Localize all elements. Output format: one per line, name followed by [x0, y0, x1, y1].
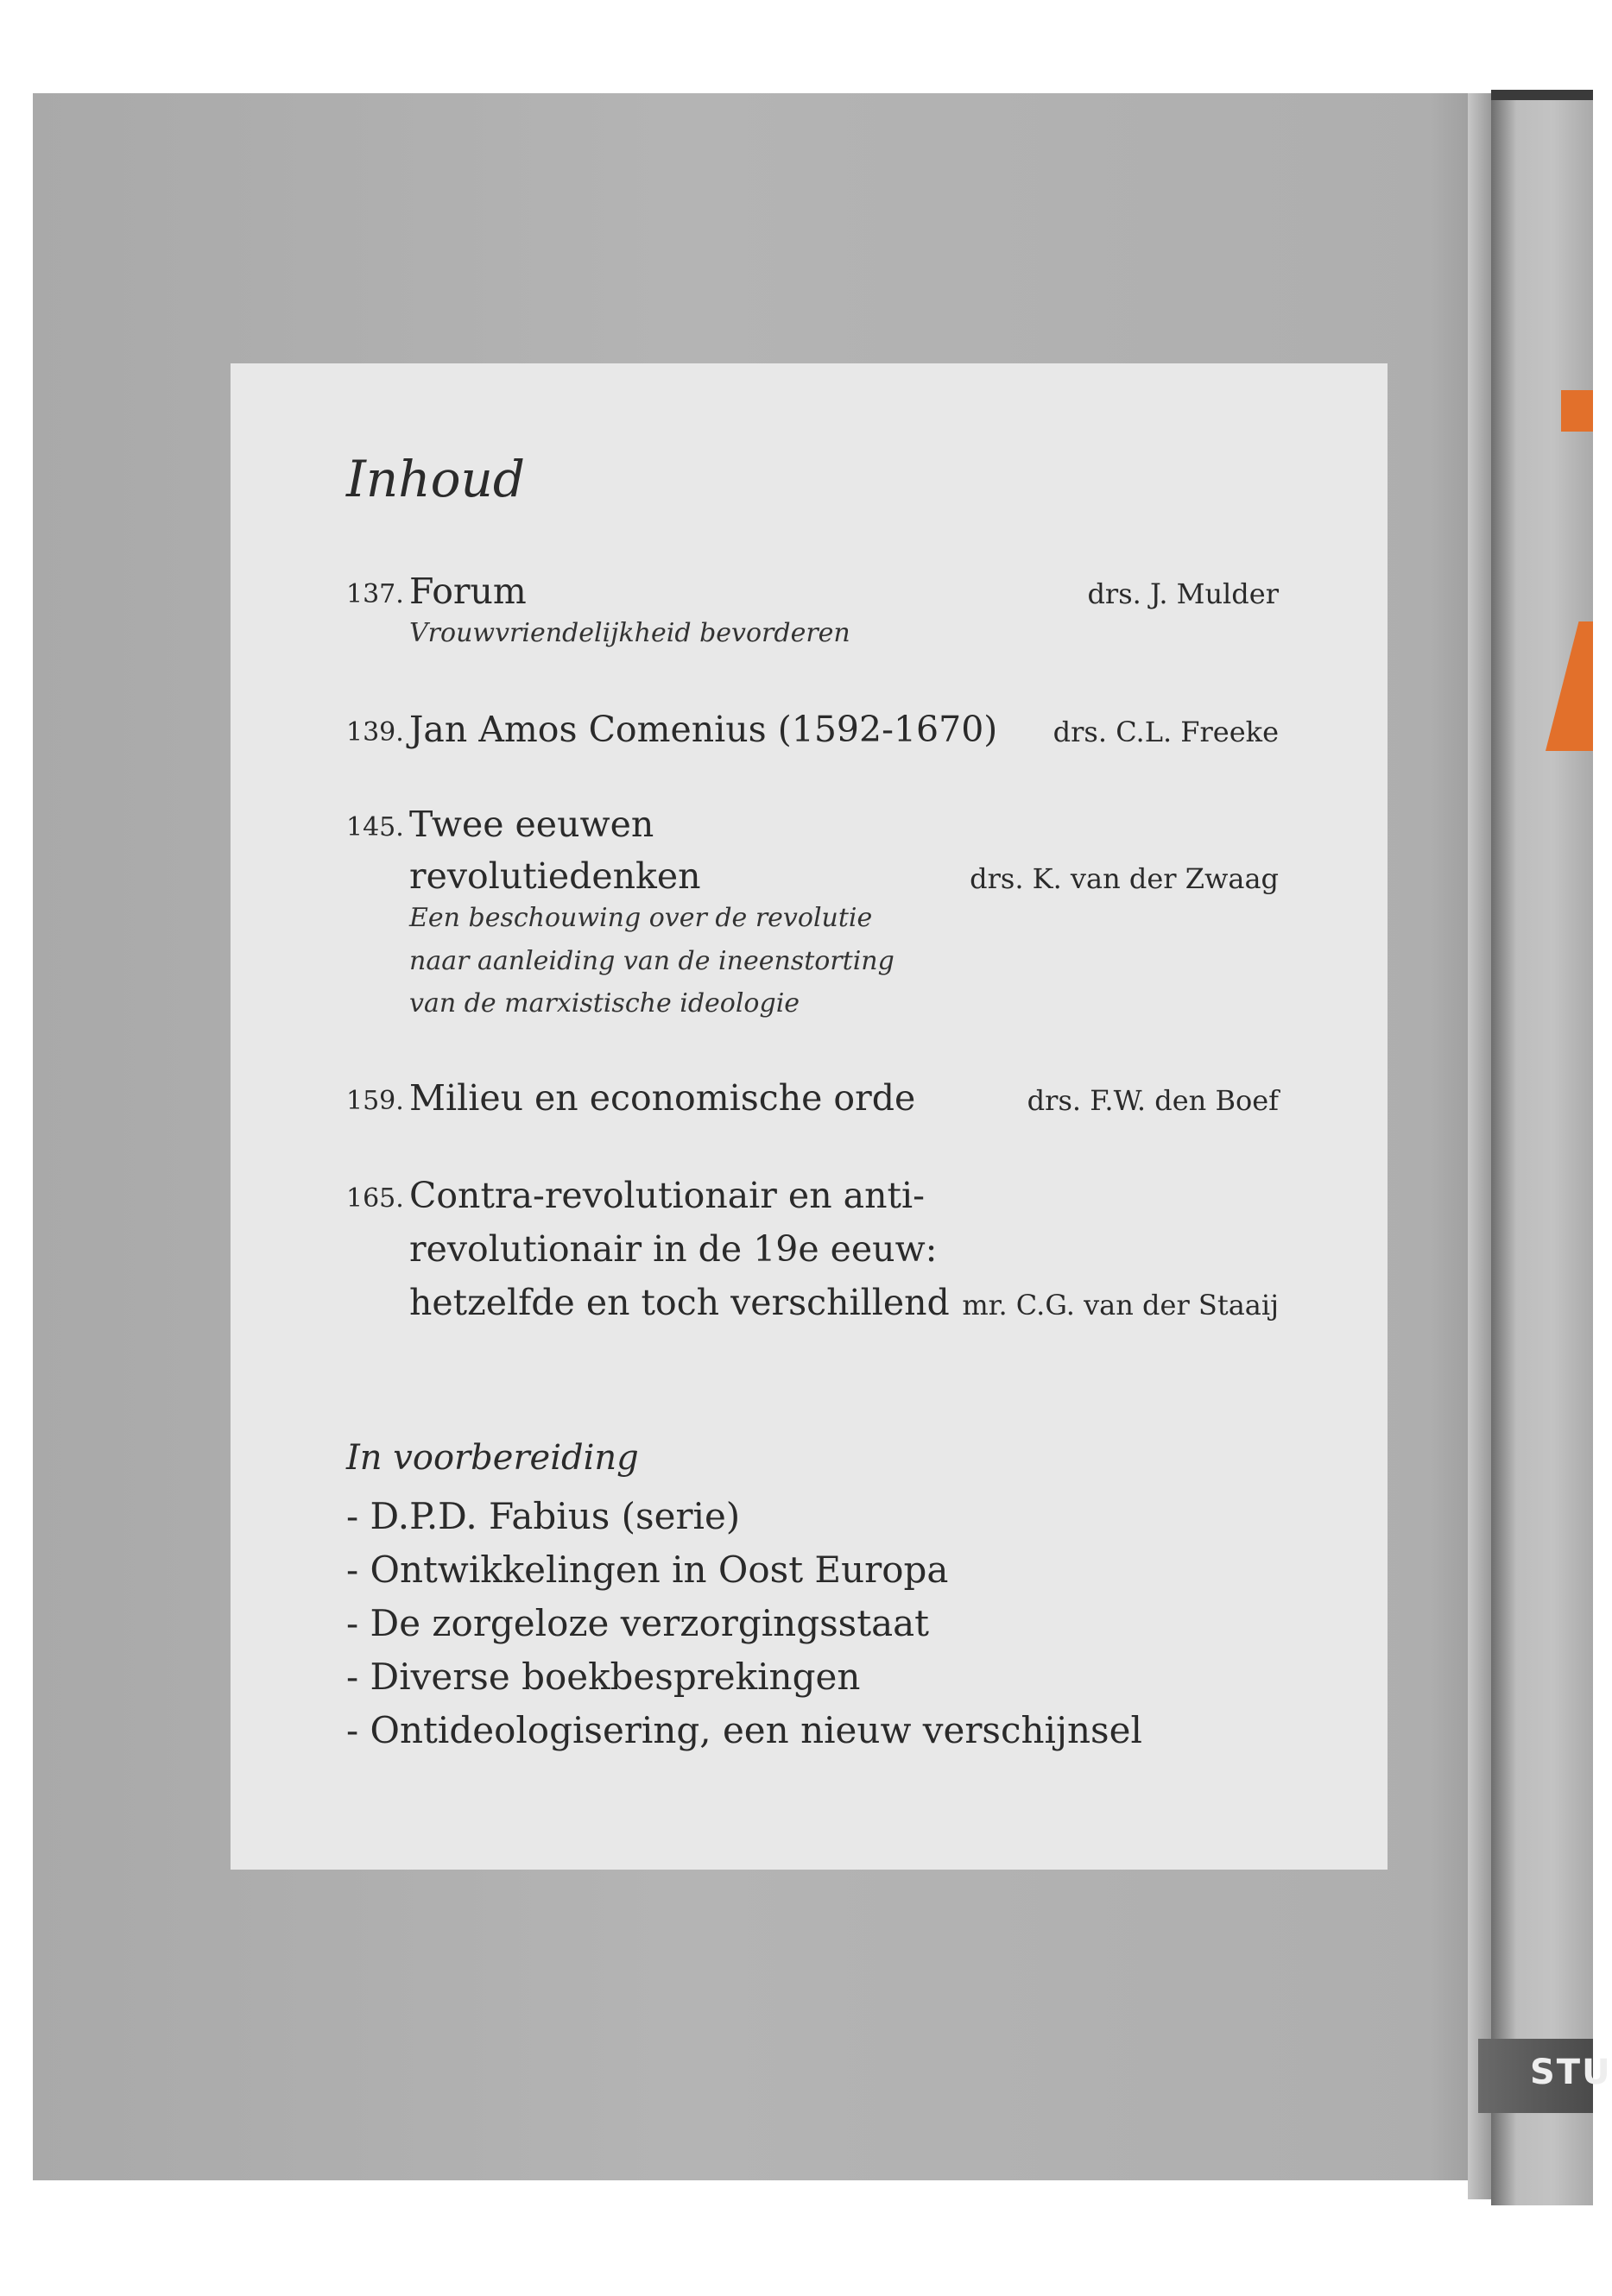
entry-subtitle: Vrouwvriendelijkheid bevorderen: [409, 618, 850, 648]
entry-subtitle-line: Een beschouwing over de revolutie: [409, 903, 873, 933]
entry-author: drs. J. Mulder: [1087, 577, 1279, 610]
entry-title: Jan Amos Comenius (1592-1670): [409, 709, 998, 750]
contents-entry: [346, 571, 1279, 665]
entry-title-line: hetzelfde en toch verschillend: [409, 1282, 950, 1323]
contents-entry: [346, 1077, 1279, 1129]
entry-title-line: Contra-revolutionair en anti-: [409, 1175, 925, 1216]
entry-author: drs. F.W. den Boef: [1027, 1084, 1279, 1117]
list-item: - De zorgeloze verzorgingsstaat: [346, 1602, 930, 1644]
contents-entry: [346, 804, 1279, 1019]
cover-edge-shadow: [1429, 93, 1468, 2180]
entry-author: mr. C.G. van der Staaij: [962, 1289, 1279, 1321]
entry-page-number: 159.: [346, 1086, 404, 1116]
entry-title: Forum: [409, 571, 527, 612]
entry-title-line: revolutiedenken: [409, 855, 701, 897]
spine-top-edge: [1491, 90, 1593, 100]
contents-entry: [346, 709, 1279, 760]
list-item: - Ontideologisering, een nieuw verschijnsel: [346, 1709, 1142, 1751]
entry-subtitle-line: van de marxistische ideologie: [409, 988, 800, 1019]
entry-title-line: revolutionair in de 19e eeuw:: [409, 1228, 938, 1270]
spine-label: STU: [1530, 2053, 1612, 2092]
contents-heading: Inhoud: [346, 450, 526, 508]
entry-title: Milieu en economische orde: [409, 1077, 916, 1119]
list-item: - Diverse boekbesprekingen: [346, 1656, 861, 1698]
entry-title-line: Twee eeuwen: [409, 804, 654, 845]
list-item: - Ontwikkelingen in Oost Europa: [346, 1549, 949, 1591]
list-item: - D.P.D. Fabius (serie): [346, 1495, 741, 1537]
entry-author: drs. K. van der Zwaag: [970, 862, 1279, 895]
in-preparation-list: [346, 1490, 1142, 1757]
contents-panel: [231, 363, 1388, 1870]
contents-entry: [346, 1175, 1279, 1339]
spine-logo-bar: [1561, 390, 1593, 432]
entry-page-number: 145.: [346, 812, 404, 842]
entry-page-number: 165.: [346, 1183, 404, 1214]
in-preparation-heading: In voorbereiding: [346, 1438, 639, 1478]
entry-author: drs. C.L. Freeke: [1053, 716, 1279, 748]
entry-subtitle-line: naar aanleiding van de ineenstorting: [409, 946, 895, 976]
entry-page-number: 137.: [346, 579, 404, 609]
book-hinge: [1468, 93, 1491, 2199]
entry-page-number: 139.: [346, 717, 404, 747]
